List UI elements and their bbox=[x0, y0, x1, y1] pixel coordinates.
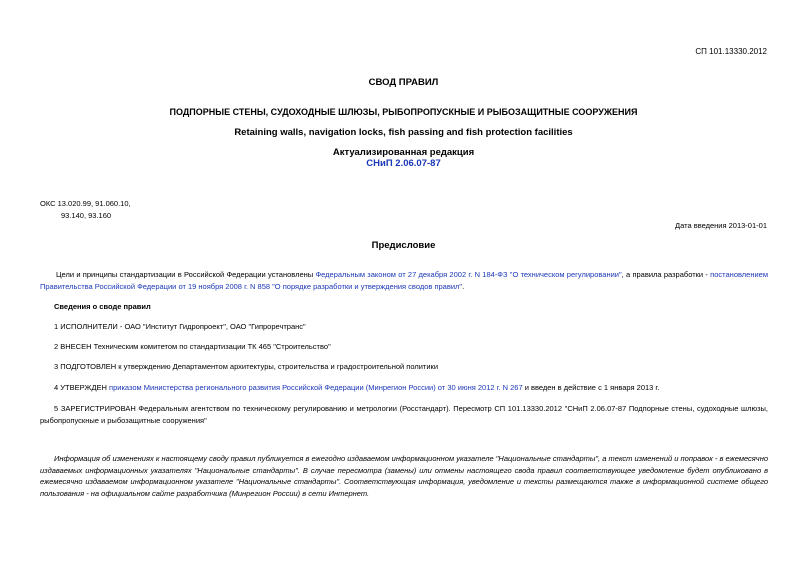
edition-label: Актуализированная редакция bbox=[332, 147, 475, 158]
item-approved-text-1: 4 УТВЕРЖДЕН bbox=[54, 383, 110, 392]
item-approved-text-2: и введен в действие с 1 января 2013 г. bbox=[522, 383, 660, 392]
russian-title: ПОДПОРНЫЕ СТЕНЫ, СУДОХОДНЫЕ ШЛЮЗЫ, РЫБОПРОПУСКНЫЕ И РЫБОЗАЩИТНЫЕ СООРУЖЕНИЯ bbox=[169, 107, 638, 117]
federal-law-link[interactable]: Федеральным законом от 27 декабря 2002 г. N 184-ФЗ "О техническом регулировании" bbox=[315, 270, 622, 279]
item-prepared: 3 ПОДГОТОВЛЕН к утверждению Департаментом архитектуры, строительства и градостроительной политики bbox=[54, 362, 439, 371]
oks-codes-line2: 93.140, 93.160 bbox=[61, 211, 112, 220]
government-decree-link[interactable]: постановлением Правительства Российской Федерации от 19 ноября 2008 г. N 858 "О порядке разработки и утверждения сводов правил" bbox=[40, 270, 769, 291]
oks-codes-line1: ОКС 13.020.99, 91.060.10, bbox=[40, 199, 131, 208]
preface-text-2: , а правила разработки - bbox=[621, 270, 711, 279]
ministry-order-link[interactable]: приказом Министерства регионального развития Российской Федерации (Минрегион России) от 30 июня 2012 г. N 267 bbox=[109, 383, 523, 392]
item-executors: 1 ИСПОЛНИТЕЛИ - ОАО "Институт Гидропроект", ОАО "Гипроречтранс" bbox=[54, 322, 306, 331]
snip-link[interactable]: СНиП 2.06.07-87 bbox=[366, 158, 441, 169]
preface-text-1: Цели и принципы стандартизации в Российской Федерации установлены bbox=[56, 270, 316, 279]
introduction-date: Дата введения 2013-01-01 bbox=[675, 221, 767, 230]
changes-info-note: Информация об изменениях к настоящему своду правил публикуется в ежегодно издаваемом информационном указателе "Национальные стандарты", а текст изменений и поправок - в ежемесячно издаваемых информационных указателях "Национальные стандарты". В случае пересмотра (замены) или отмены настоящего свода правил соответствующее уведомление будет опубликовано в ежемесячно издаваемом информационном указателе "Национальные стандарты". Соответствующая информация, уведомление и тексты размещаются также в информационной системе общего пользования - на официальном сайте разработчика (Минрегион России) в сети Интернет. bbox=[40, 454, 768, 498]
document-code: СП 101.13330.2012 bbox=[695, 47, 767, 56]
item-approved bbox=[54, 383, 659, 392]
english-title: Retaining walls, navigation locks, fish passing and fish protection facilities bbox=[234, 127, 573, 138]
preface-text-3: . bbox=[462, 281, 465, 291]
code-of-rules-heading: СВОД ПРАВИЛ bbox=[368, 77, 439, 88]
info-heading: Сведения о своде правил bbox=[54, 302, 151, 311]
item-introduced: 2 ВНЕСЕН Техническим комитетом по стандартизации ТК 465 "Строительство" bbox=[54, 342, 331, 351]
item-registered: 5 ЗАРЕГИСТРИРОВАН Федеральным агентством по техническому регулированию и метрологии (Росстандарт). Пересмотр СП 101.13330.2012 "СНиП 2.06.07-87 Подпорные стены, судоходные шлюзы, рыбопропускные и рыбозащитные сооружения" bbox=[40, 404, 768, 425]
preface-paragraph bbox=[40, 269, 768, 292]
preface-heading: Предисловие bbox=[371, 240, 436, 251]
